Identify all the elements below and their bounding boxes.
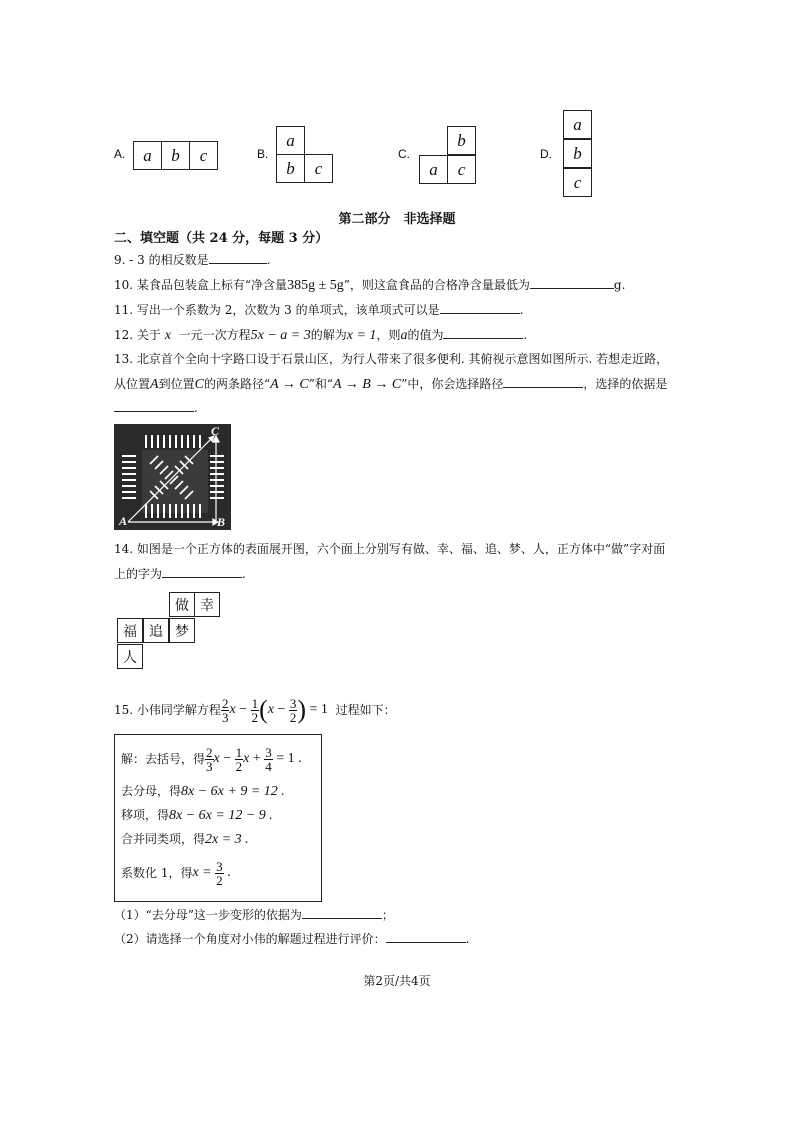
option-b-cell-3: c [304, 154, 333, 183]
figure-label-c: C [211, 424, 220, 438]
q13-line2-mid: 到位置 [158, 377, 195, 391]
question-13-line-3 [114, 399, 198, 416]
q9-number: 9. [114, 253, 126, 267]
option-d-label: D. [540, 147, 552, 161]
page-footer: 第2页/共4页 [363, 974, 431, 988]
net-face-2: 幸 [194, 592, 220, 617]
q13-line2-mid2: 的两条路径“ [203, 377, 271, 391]
option-d-cell-3: c [563, 168, 592, 197]
q13-pos-c: C [194, 377, 204, 392]
q12-answer-blank[interactable] [443, 326, 523, 339]
option-c-cell-3: c [447, 155, 476, 184]
option-c-label: C. [398, 147, 410, 161]
question-13-line-2 [114, 375, 667, 393]
q10-answer-blank[interactable] [530, 276, 614, 289]
question-9 [114, 251, 270, 268]
option-b-cell-1: a [276, 126, 305, 155]
q12-post: ，则 [376, 328, 401, 342]
question-11 [114, 301, 523, 318]
q11-number: 11. [114, 303, 134, 317]
q12-mid: 一元一次方程 [178, 328, 251, 342]
step-4-eq: 2x = 3 . [205, 832, 249, 847]
step-3-eq: 8x − 6x = 12 − 9 . [169, 808, 273, 823]
q15-sub-1-end: ； [381, 908, 394, 922]
solution-step-5: 系数化 1，得 x = $\frac{3}{2}$ . [121, 858, 231, 888]
option-d-cell-2: b [563, 139, 592, 168]
step-3-text: 移项，得 [121, 808, 170, 822]
q15-frac-2-3: $\frac{2}{3}$ [221, 695, 229, 725]
question-13-line-1 [114, 351, 668, 367]
option-a-label: A. [114, 147, 126, 161]
q12-sol: x = 1 [346, 328, 377, 343]
step-1-text: 解：去括号，得 [121, 752, 206, 766]
q12-eq: 5x − a = 3 [250, 328, 311, 343]
q13-line2-post2: ，选择的依据是 [583, 377, 668, 391]
q10-end: g. [613, 278, 626, 292]
q12-a: a [400, 328, 408, 343]
crossroad-diagram [114, 424, 231, 530]
net-face-6: 人 [117, 644, 143, 669]
q11-end: . [519, 303, 524, 317]
step-4-text: 合并同类项，得 [121, 832, 206, 846]
figure-label-a: A [119, 514, 128, 528]
question-15: 15. 小伟同学解方程 $\frac{2}{3}$ x − $\frac{1}{2}$ ( x − $\frac{3}{2}$ ) = 1 过程如下： [114, 695, 396, 725]
q10-post: ”，则这盒食品的合格净含量最低为 [343, 278, 530, 292]
q15-sub-2-blank[interactable] [386, 930, 466, 943]
q14-number: 14. [114, 542, 134, 556]
q15-pre: 小伟同学解方程 [136, 703, 221, 717]
q13-pos-a: A [150, 377, 159, 392]
q11-answer-blank[interactable] [440, 301, 520, 314]
option-c-cell-1: b [447, 126, 476, 155]
q14-answer-blank[interactable] [162, 565, 242, 578]
figure-label-b: B [217, 515, 226, 529]
q13-line2-pre: 从位置 [114, 377, 151, 391]
q15-sub-1-text: （1）“去分母”这一步变形的依据为 [114, 908, 302, 922]
net-face-1: 做 [169, 592, 195, 617]
q9-end: . [266, 253, 271, 267]
solution-step-4 [121, 831, 249, 848]
part-title: 第二部分 非选择题 [338, 212, 456, 227]
q13-line2-post: ”中，你会选择路径 [401, 377, 504, 391]
crossroad-figure [114, 424, 231, 530]
solution-box [114, 734, 322, 902]
net-face-3: 福 [117, 618, 143, 643]
q13-line1: 北京首个全向十字路口设于石景山区，为行人带来了很多便利. 其俯视示意图如图所示. 若想走近路， [136, 352, 669, 366]
solution-step-2 [121, 783, 285, 800]
q15-sub-2-text: （2）请选择一个角度对小伟的解题过程进行评价： [114, 932, 386, 946]
q12-end: . [523, 328, 528, 342]
q12-number: 12. [114, 328, 134, 342]
solution-step-3 [121, 807, 273, 824]
q12-var: x [164, 328, 171, 343]
q9-text: - 3 的相反数是 [129, 253, 209, 267]
q10-expr: 385g ± 5g [287, 278, 344, 293]
question-12 [114, 326, 527, 344]
question-10 [114, 276, 625, 294]
q12-post2: 的值为 [407, 328, 444, 342]
net-face-5: 梦 [169, 618, 195, 643]
option-d-cell-1: a [563, 110, 592, 139]
question-14-line-2 [114, 565, 246, 582]
step-2-eq: 8x − 6x + 9 = 12 . [181, 784, 285, 799]
q14-line1: 如图是一个正方体的表面展开图，六个面上分别写有做、幸、福、追、梦、人，正方体中“做”字对面 [136, 542, 666, 556]
q13-line2-mid3: ”和“ [308, 377, 333, 391]
option-a-cell-2: b [161, 141, 190, 170]
q12-mid2: 的解为 [310, 328, 347, 342]
option-a-cell-1: a [133, 141, 162, 170]
q15-sub-1-blank[interactable] [302, 906, 382, 919]
q15-post: 过程如下： [335, 703, 396, 717]
q10-pre: 某食品包装盒上标有“净含量 [136, 278, 288, 292]
step-2-text: 去分母，得 [121, 784, 182, 798]
option-c-cell-2: a [419, 155, 448, 184]
q15-sub-2 [114, 930, 469, 947]
solution-step-1: 解：去括号，得 $\frac{2}{3}$ x − $\frac{1}{2}$ x + $\frac{3}{4}$ = 1 . [121, 744, 302, 774]
q15-frac-3-2: $\frac{3}{2}$ [289, 695, 297, 725]
q13-path-blank[interactable] [503, 375, 583, 388]
q14-line2: 上的字为 [114, 567, 163, 581]
q10-number: 10. [114, 278, 134, 292]
option-b-label: B. [257, 147, 269, 161]
option-a-cell-3: c [189, 141, 218, 170]
q9-answer-blank[interactable] [209, 251, 267, 264]
net-face-4: 追 [143, 618, 169, 643]
q11-text: 写出一个系数为 2，次数为 3 的单项式，该单项式可以是 [136, 303, 440, 317]
question-14-line-1 [114, 541, 665, 557]
q13-path-1: A → C [270, 377, 309, 392]
q13-reason-blank[interactable] [114, 399, 194, 412]
q15-eq-x1: x [229, 702, 236, 717]
q15-number: 15. [114, 703, 134, 717]
q12-pre: 关于 [136, 328, 161, 342]
q13-end: . [194, 401, 198, 415]
q14-end: . [242, 567, 246, 581]
q15-frac-1-2: $\frac{1}{2}$ [251, 695, 259, 725]
q15-sub-1 [114, 906, 394, 923]
q15-sub-2-end: . [465, 932, 470, 946]
q13-number: 13. [114, 352, 134, 366]
option-b-cell-2: b [276, 154, 305, 183]
q13-path-2: A → B → C [333, 377, 402, 392]
step-5-text: 系数化 1，得 [121, 866, 193, 880]
section-title: 二、填空题（共 24 分，每题 3 分） [114, 231, 329, 246]
